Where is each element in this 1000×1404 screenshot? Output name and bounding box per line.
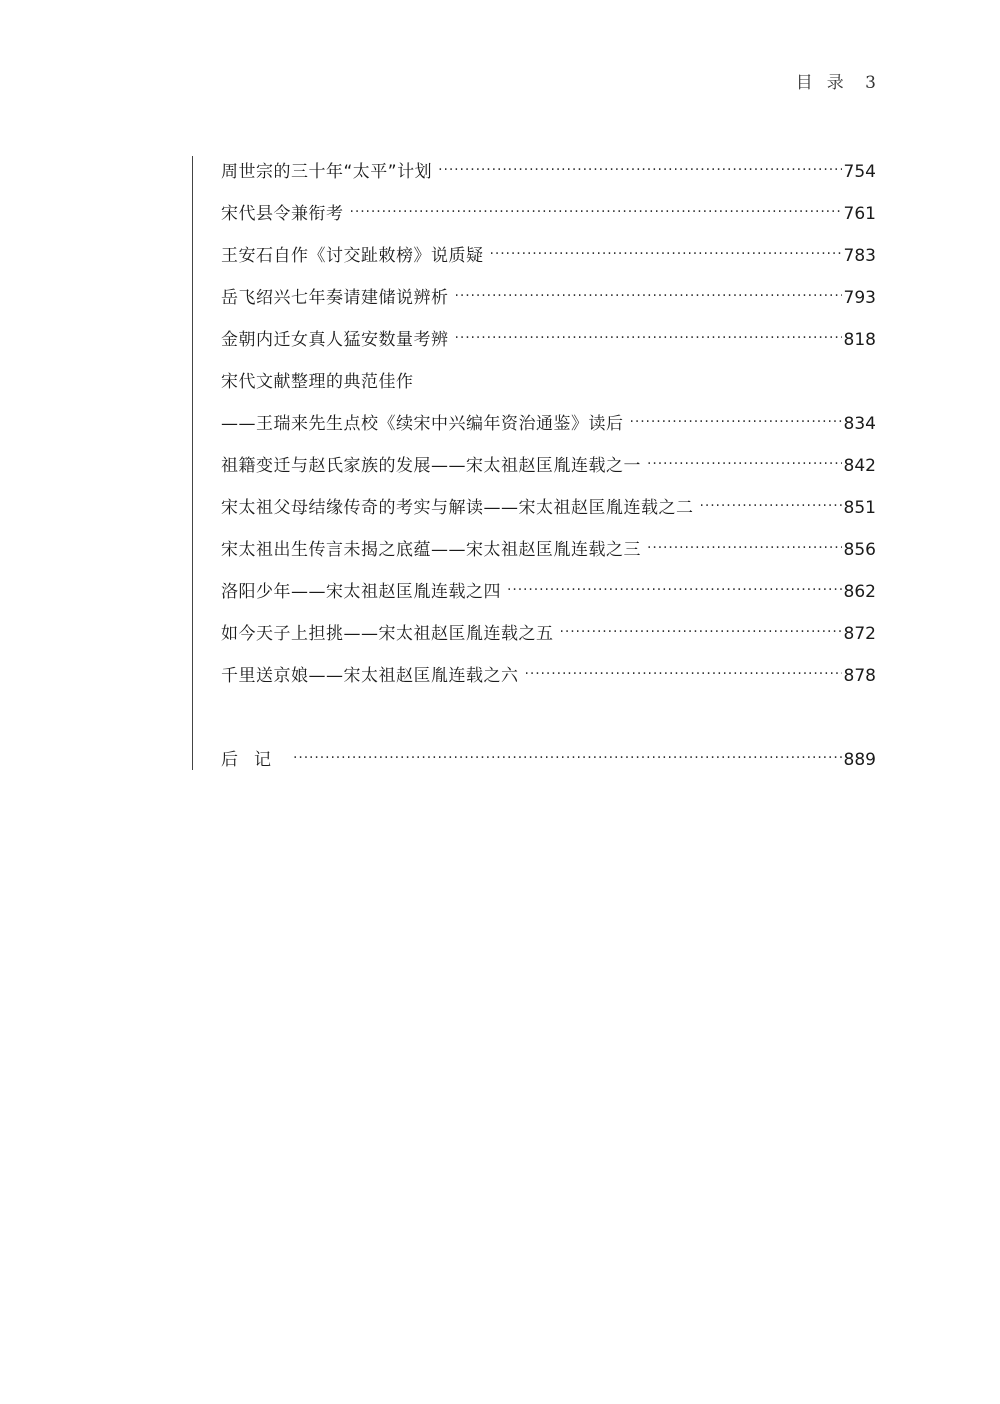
toc-entry-page: 889 xyxy=(843,750,876,770)
toc-entry-page: 862 xyxy=(843,582,876,602)
dot-leader xyxy=(490,233,842,275)
toc-entry-page: 761 xyxy=(843,204,876,224)
toc-entry-title: 宋太祖出生传言未揭之底蕴——宋太祖赵匡胤连载之三 xyxy=(221,540,641,560)
toc-entry-page: 878 xyxy=(843,666,876,686)
dot-leader xyxy=(507,569,842,611)
margin-rule xyxy=(192,156,193,770)
section-title: 目录 xyxy=(795,73,858,93)
toc-entry-page: 842 xyxy=(843,456,876,476)
toc-entry[interactable] xyxy=(221,571,876,613)
toc-entry-afterword[interactable] xyxy=(221,739,876,781)
toc-entry-title: 宋代县令兼衔考 xyxy=(221,204,344,224)
dot-leader xyxy=(455,275,842,317)
dot-leader xyxy=(350,191,842,233)
dot-leader xyxy=(560,611,842,653)
toc-entry-page: 754 xyxy=(843,162,876,182)
toc-entry[interactable] xyxy=(221,235,876,277)
toc-entry-title: 如今天子上担挑——宋太祖赵匡胤连载之五 xyxy=(221,624,554,644)
toc-entry[interactable] xyxy=(221,319,876,361)
page-number: 3 xyxy=(865,73,876,93)
toc-entry-title: 宋代文献整理的典范佳作 xyxy=(221,372,414,392)
dot-leader xyxy=(525,653,842,695)
toc-entry-page: 856 xyxy=(843,540,876,560)
toc-entry-title: 后记 xyxy=(221,750,287,770)
toc-entry-title: 周世宗的三十年“太平”计划 xyxy=(221,162,433,182)
dot-leader xyxy=(438,149,841,191)
toc-entry-page: 872 xyxy=(843,624,876,644)
toc-entry-page: 793 xyxy=(843,288,876,308)
toc-entry-heading[interactable] xyxy=(221,361,876,403)
table-of-contents xyxy=(221,151,876,781)
toc-entry[interactable] xyxy=(221,403,876,445)
dot-leader xyxy=(647,527,842,569)
toc-entry[interactable] xyxy=(221,613,876,655)
toc-entry-page: 851 xyxy=(843,498,876,518)
spacer xyxy=(221,697,876,739)
dot-leader xyxy=(455,317,842,359)
toc-entry[interactable] xyxy=(221,193,876,235)
dot-leader xyxy=(293,737,842,779)
toc-entry[interactable] xyxy=(221,529,876,571)
toc-entry-page: 783 xyxy=(843,246,876,266)
toc-entry-page: 834 xyxy=(843,414,876,434)
toc-entry[interactable] xyxy=(221,655,876,697)
toc-entry-title: 宋太祖父母结缘传奇的考实与解读——宋太祖赵匡胤连载之二 xyxy=(221,498,694,518)
dot-leader xyxy=(700,485,842,527)
toc-entry-title: 洛阳少年——宋太祖赵匡胤连载之四 xyxy=(221,582,501,602)
toc-entry-title: 岳飞绍兴七年奏请建储说辨析 xyxy=(221,288,449,308)
dot-leader xyxy=(630,401,842,443)
toc-entry-page: 818 xyxy=(843,330,876,350)
toc-entry-title: 王安石自作《讨交趾敕榜》说质疑 xyxy=(221,246,484,266)
dot-leader xyxy=(647,443,842,485)
toc-entry[interactable] xyxy=(221,151,876,193)
toc-entry-title: 祖籍变迁与赵氏家族的发展——宋太祖赵匡胤连载之一 xyxy=(221,456,641,476)
toc-entry[interactable] xyxy=(221,445,876,487)
toc-entry-title: 千里送京娘——宋太祖赵匡胤连载之六 xyxy=(221,666,519,686)
running-header xyxy=(796,68,876,93)
toc-entry-subtitle: ——王瑞来先生点校《续宋中兴编年资治通鉴》读后 xyxy=(221,414,624,434)
toc-entry[interactable] xyxy=(221,487,876,529)
toc-entry-title: 金朝内迁女真人猛安数量考辨 xyxy=(221,330,449,350)
toc-entry[interactable] xyxy=(221,277,876,319)
